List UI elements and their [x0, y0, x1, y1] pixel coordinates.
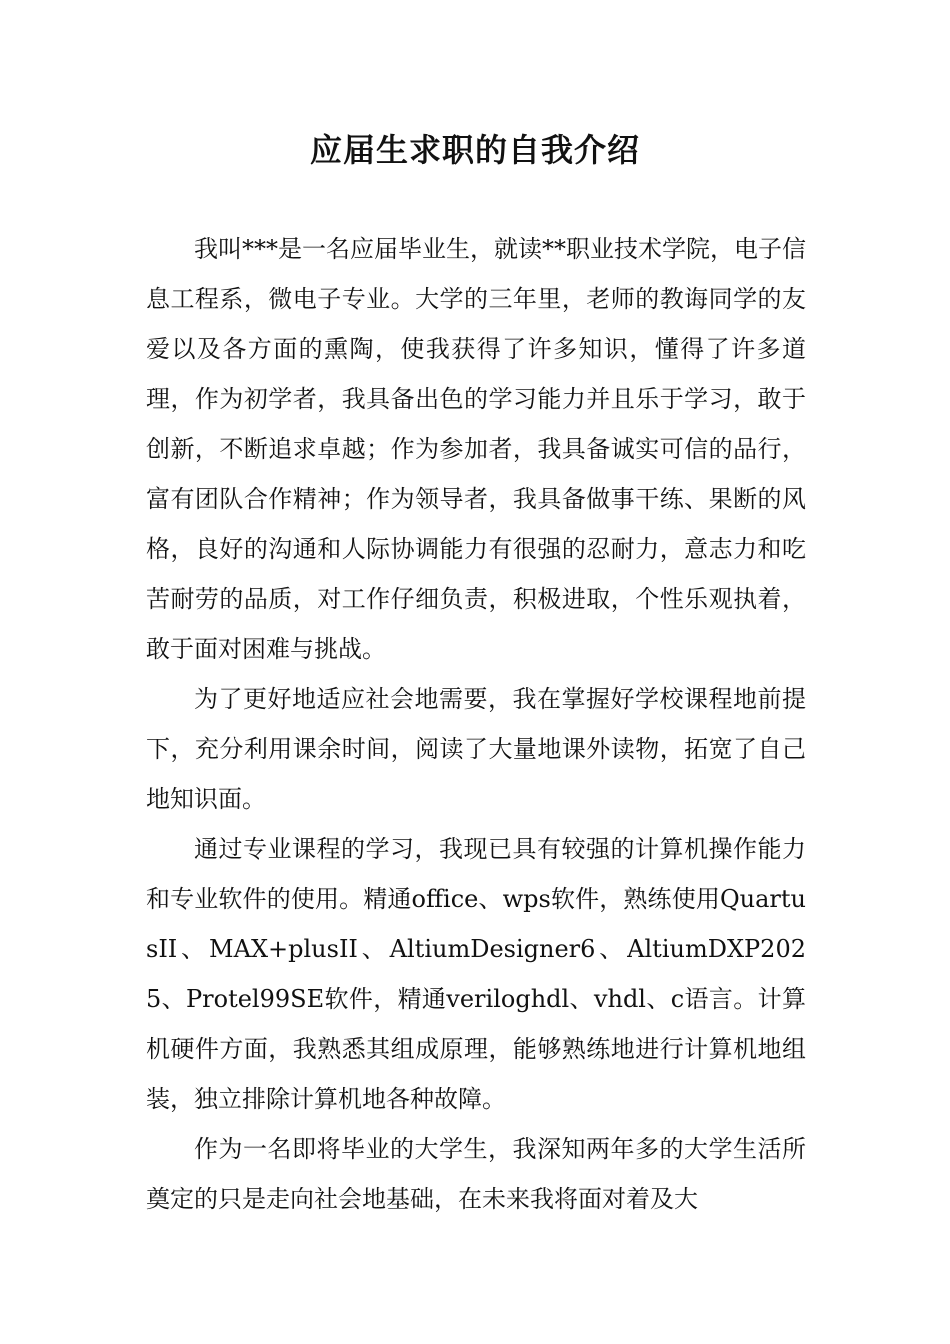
paragraph-adaptation: 为了更好地适应社会地需要，我在掌握好学校课程地前提下，充分利用课余时间，阅读了大量地课外读物，拓宽了自己地知识面。 [146, 685, 806, 813]
document-title: 应届生求职的自我介绍 [309, 131, 640, 169]
paragraph-skills: 通过专业课程的学习，我现已具有较强的计算机操作能力和专业软件的使用。精通office、wps软件，熟练使用QuartusII、MAX+plusII、AltiumDesigner6、AltiumDXP2025、Protel99SE软件，精通veriloghdl、vhdl、c语言。计算机硬件方面，我熟悉其组成原理，能够熟练地进行计算机地组装，独立排除计算机地各种故障。 [146, 835, 806, 1113]
paragraph-future: 作为一名即将毕业的大学生，我深知两年多的大学生活所奠定的只是走向社会地基础，在未来我将面对着及大 [146, 1135, 806, 1213]
paragraph-intro: 我叫***是一名应届毕业生，就读**职业技术学院，电子信息工程系，微电子专业。大学的三年里，老师的教诲同学的友爱以及各方面的熏陶，使我获得了许多知识，懂得了许多道理，作为初学者，我具备出色的学习能力并且乐于学习，敢于创新，不断追求卓越；作为参加者，我具备诚实可信的品行，富有团队合作精神；作为领导者，我具备做事干练、果断的风格，良好的沟通和人际协调能力有很强的忍耐力，意志力和吃苦耐劳的品质，对工作仔细负责，积极进取，个性乐观执着，敢于面对困难与挑战。 [146, 235, 806, 663]
document-body [146, 224, 806, 1224]
